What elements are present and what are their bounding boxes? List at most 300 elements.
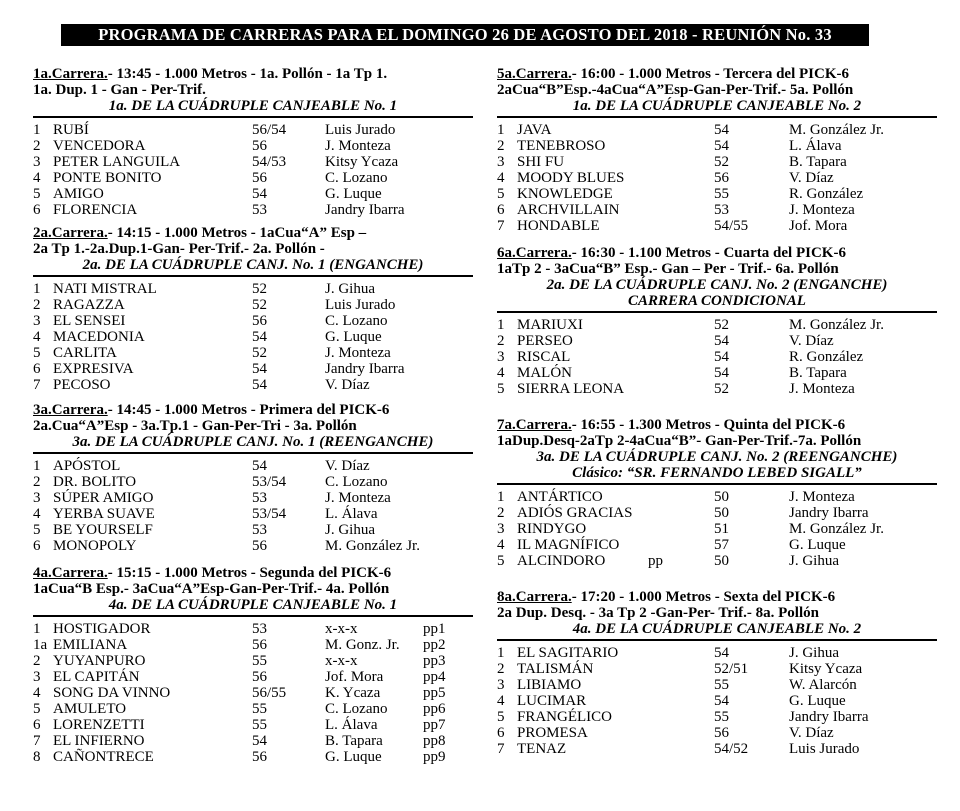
horse-name: MARIUXI [517, 316, 583, 333]
horse-name: RINDYGO [517, 520, 587, 537]
horse-number: 5 [497, 380, 505, 397]
horse-weight: 55 [252, 700, 267, 717]
horse-row [33, 281, 473, 297]
divider [497, 639, 937, 641]
horse-row [497, 505, 937, 521]
post-position: pp3 [423, 652, 446, 669]
jockey-name: J. Monteza [789, 488, 855, 505]
horse-name: FLORENCIA [53, 201, 138, 218]
race-block [497, 589, 937, 757]
race-info: - 16:30 - 1.100 Metros - Cuarta del PICK-6 [571, 245, 846, 261]
horse-row [33, 474, 473, 490]
jockey-name: R. González [789, 185, 864, 202]
horse-weight: 51 [714, 520, 729, 537]
horse-weight: 52 [252, 296, 267, 313]
horse-name: DR. BOLITO [53, 473, 137, 490]
horse-name: MOODY BLUES [517, 169, 625, 186]
horse-number: 5 [497, 552, 505, 569]
jockey-name: Kitsy Ycaza [789, 660, 863, 677]
race-subtitle: 3a. DE LA CUÁDRUPLE CANJ. No. 1 (REENGANCHE) [72, 434, 434, 450]
horse-row [497, 489, 937, 505]
horse-name: RUBÍ [53, 121, 89, 138]
jockey-name: Luis Jurado [325, 296, 396, 313]
horse-weight: 56/54 [252, 121, 287, 138]
horse-name: SONG DA VINNO [53, 684, 171, 701]
jockey-name: J. Gihua [325, 521, 375, 538]
horse-name: HONDABLE [517, 217, 600, 234]
jockey-name: J. Monteza [789, 201, 855, 218]
jockey-name: G. Luque [325, 185, 382, 202]
jockey-name: Jof. Mora [325, 668, 384, 685]
jockey-name: J. Monteza [325, 344, 391, 361]
horse-name: PROMESA [517, 724, 588, 741]
horse-name: YUYANPURO [53, 652, 146, 669]
horse-weight: 54 [252, 360, 267, 377]
jockey-name: C. Lozano [325, 473, 388, 490]
horse-name: ALCINDORO [517, 552, 606, 569]
jockey-name: J. Monteza [325, 137, 391, 154]
race-block [497, 66, 937, 234]
race-bets: 2a Tp 1.-2a.Dup.1-Gan- Per-Trif.- 2a. Pollón - [33, 241, 325, 257]
jockey-name: K. Ycaza [325, 684, 381, 701]
jockey-name: Jof. Mora [789, 217, 848, 234]
horse-name: SIERRA LEONA [517, 380, 625, 397]
horse-weight: 54/55 [714, 217, 749, 234]
jockey-name: V. Díaz [325, 457, 370, 474]
horse-number: 2 [497, 332, 505, 349]
race-bets: 2a Dup. Desq. - 3a Tp 2 -Gan-Per- Trif.- 8a. Pollón [497, 605, 819, 621]
horse-number: 6 [33, 537, 41, 554]
horse-weight: 53 [252, 489, 267, 506]
horse-name: LUCIMAR [517, 692, 587, 709]
jockey-name: Jandry Ibarra [325, 201, 405, 218]
jockey-name: J. Gihua [325, 280, 375, 297]
horse-row [33, 458, 473, 474]
jockey-name: C. Lozano [325, 700, 388, 717]
horse-number: 4 [497, 169, 505, 186]
race-number: 8a.Carrera. [497, 589, 572, 605]
post-position: pp4 [423, 668, 446, 685]
horse-row [497, 349, 937, 365]
jockey-name: V. Díaz [789, 724, 834, 741]
horse-number: 5 [497, 708, 505, 725]
horse-row [33, 297, 473, 313]
horse-weight: 56 [714, 169, 729, 186]
jockey-name: C. Lozano [325, 312, 388, 329]
horse-name: PONTE BONITO [53, 169, 162, 186]
horse-weight: 53 [714, 201, 729, 218]
horse-row [33, 377, 473, 393]
jockey-name: Kitsy Ycaza [325, 153, 399, 170]
horse-name: ADIÓS GRACIAS [517, 504, 633, 521]
horse-row [33, 669, 473, 685]
jockey-name: B. Tapara [789, 153, 847, 170]
horse-name: ANTÁRTICO [517, 488, 603, 505]
race-header [497, 66, 937, 82]
horse-row [33, 538, 473, 554]
race-header [33, 225, 473, 241]
horse-row [497, 709, 937, 725]
horse-row [33, 202, 473, 218]
horse-name: AMIGO [53, 185, 104, 202]
horse-name: EL INFIERNO [53, 732, 145, 749]
horse-number: 4 [497, 364, 505, 381]
horse-weight: 56 [252, 668, 267, 685]
horse-weight: 56/55 [252, 684, 287, 701]
horse-weight: 52 [714, 316, 729, 333]
horse-weight: 54/52 [714, 740, 749, 757]
horse-row [497, 553, 937, 569]
race-number: 3a.Carrera. [33, 402, 108, 418]
horse-weight: 56 [252, 537, 267, 554]
jockey-name: V. Díaz [789, 332, 834, 349]
horse-name: CARLITA [53, 344, 117, 361]
horse-name: EL CAPITÁN [53, 668, 140, 685]
horse-row [33, 621, 473, 637]
jockey-name: R. González [789, 348, 864, 365]
horse-number: 4 [497, 692, 505, 709]
horse-name: MALÓN [517, 364, 572, 381]
race-bets: 1aCua“B Esp.- 3aCua“A”Esp-Gan-Per-Trif.- 4a. Pollón [33, 581, 390, 597]
post-position: pp8 [423, 732, 446, 749]
horse-name: LIBIAMO [517, 676, 582, 693]
jockey-name: L. Álava [789, 137, 842, 154]
horse-name: RISCAL [517, 348, 571, 365]
horse-row [33, 506, 473, 522]
race-info: - 16:00 - 1.000 Metros - Tercera del PICK-6 [571, 66, 850, 82]
race-block [33, 225, 473, 393]
horse-number: 3 [33, 489, 41, 506]
jockey-name: Jandry Ibarra [325, 360, 405, 377]
horse-weight: 53 [252, 620, 267, 637]
horse-row [33, 186, 473, 202]
horse-name: JAVA [517, 121, 552, 138]
horse-weight: 56 [252, 312, 267, 329]
horse-weight: 50 [714, 552, 729, 569]
horse-number: 1 [497, 488, 505, 505]
horse-number: 2 [33, 137, 41, 154]
race-number: 2a.Carrera. [33, 225, 108, 241]
race-bets: 2a.Cua“A”Esp - 3a.Tp.1 - Gan-Per-Tri - 3a. Pollón [33, 418, 357, 434]
horse-row [497, 365, 937, 381]
horse-row [33, 749, 473, 765]
horse-weight: 53 [252, 201, 267, 218]
horse-name: MACEDONIA [53, 328, 145, 345]
jockey-name: J. Gihua [789, 552, 839, 569]
horse-name: KNOWLEDGE [517, 185, 613, 202]
race-info: - 14:15 - 1.000 Metros - 1aCua“A” Esp – [107, 225, 367, 241]
horse-row [497, 170, 937, 186]
jockey-name: x-x-x [325, 620, 358, 637]
horse-name: NATI MISTRAL [53, 280, 157, 297]
jockey-name: M. González Jr. [789, 121, 884, 138]
jockey-name: x-x-x [325, 652, 358, 669]
horse-name: TENAZ [517, 740, 567, 757]
horse-row [497, 661, 937, 677]
race-block [33, 402, 473, 554]
post-position: pp9 [423, 748, 446, 765]
horse-number: 1 [497, 121, 505, 138]
race-block [497, 245, 937, 397]
horse-row [497, 693, 937, 709]
race-info: - 15:15 - 1.000 Metros - Segunda del PICK-6 [107, 565, 392, 581]
horse-name: YERBA SUAVE [53, 505, 155, 522]
horse-number: 3 [497, 676, 505, 693]
jockey-name: J. Monteza [325, 489, 391, 506]
horse-number: 6 [33, 201, 41, 218]
horse-weight: 54 [714, 692, 729, 709]
horse-number: 5 [33, 185, 41, 202]
horse-weight: 54 [714, 137, 729, 154]
horse-row [33, 122, 473, 138]
post-position: pp6 [423, 700, 446, 717]
jockey-name: V. Díaz [325, 376, 370, 393]
horse-weight: 57 [714, 536, 729, 553]
race-info: - 16:55 - 1.300 Metros - Quinta del PICK-6 [571, 417, 846, 433]
race-number: 6a.Carrera. [497, 245, 572, 261]
jockey-name: C. Lozano [325, 169, 388, 186]
jockey-name: G. Luque [789, 692, 846, 709]
horse-row [497, 381, 937, 397]
horse-row [33, 733, 473, 749]
race-subtitle: Clásico: “SR. FERNANDO LEBED SIGALL” [572, 465, 862, 481]
horse-name: RAGAZZA [53, 296, 125, 313]
horse-weight: 55 [714, 676, 729, 693]
horse-row [33, 637, 473, 653]
horse-number: 3 [497, 520, 505, 537]
jockey-name: M. González Jr. [325, 537, 420, 554]
horse-row [33, 170, 473, 186]
horse-weight: 54 [252, 457, 267, 474]
race-info: - 17:20 - 1.000 Metros - Sexta del PICK-6 [571, 589, 836, 605]
horse-weight: 54 [252, 732, 267, 749]
horse-number: 3 [497, 348, 505, 365]
horse-row [497, 741, 937, 757]
race-bets: 1aDup.Desq-2aTp 2-4aCua“B”- Gan-Per-Trif.-7a. Pollón [497, 433, 862, 449]
horse-weight: 53/54 [252, 505, 287, 522]
horse-number: 3 [497, 153, 505, 170]
horse-name: EL SENSEI [53, 312, 126, 329]
divider [33, 615, 473, 617]
horse-weight: 50 [714, 504, 729, 521]
horse-weight: 54 [252, 185, 267, 202]
horse-name: TALISMÁN [517, 660, 594, 677]
horse-number: 3 [33, 153, 41, 170]
jockey-name: L. Álava [325, 716, 378, 733]
horse-number: 1 [33, 620, 41, 637]
horse-row [497, 218, 937, 234]
horse-weight: 56 [252, 748, 267, 765]
jockey-name: B. Tapara [325, 732, 383, 749]
race-subtitle: 1a. DE LA CUÁDRUPLE CANJEABLE No. 1 [108, 98, 398, 114]
horse-number: 1 [33, 280, 41, 297]
divider [33, 452, 473, 454]
horse-weight: 53/54 [252, 473, 287, 490]
race-info: - 14:45 - 1.000 Metros - Primera del PICK-6 [107, 402, 390, 418]
horse-number: 4 [33, 684, 41, 701]
horse-row [33, 653, 473, 669]
race-bets: 1aTp 2 - 3aCua“B” Esp.- Gan – Per - Trif.- 6a. Pollón [497, 261, 839, 277]
race-number: 1a.Carrera. [33, 66, 108, 82]
divider [497, 483, 937, 485]
jockey-name: G. Luque [325, 328, 382, 345]
horse-row [33, 154, 473, 170]
horse-name: AMULETO [53, 700, 127, 717]
horse-number: 5 [33, 344, 41, 361]
horse-weight: 52 [252, 344, 267, 361]
horse-weight: 54 [714, 332, 729, 349]
race-block [33, 565, 473, 765]
horse-row [33, 329, 473, 345]
horse-name: FRANGÉLICO [517, 708, 613, 725]
race-subtitle: 4a. DE LA CUÁDRUPLE CANJEABLE No. 2 [572, 621, 862, 637]
horse-weight: 53 [252, 521, 267, 538]
horse-name: SÚPER AMIGO [53, 489, 154, 506]
horse-row [497, 645, 937, 661]
horse-weight: 52 [252, 280, 267, 297]
horse-number: 5 [33, 521, 41, 538]
horse-number: 1 [497, 644, 505, 661]
horse-row [33, 717, 473, 733]
jockey-name: M. González Jr. [789, 316, 884, 333]
horse-weight: 54 [714, 348, 729, 365]
post-position: pp2 [423, 636, 446, 653]
horse-name: PECOSO [53, 376, 111, 393]
horse-number: 2 [33, 296, 41, 313]
horse-row [497, 138, 937, 154]
horse-row [497, 537, 937, 553]
post-position: pp [648, 552, 663, 569]
race-header [33, 565, 473, 581]
jockey-name: Luis Jurado [789, 740, 860, 757]
horse-number: 3 [33, 668, 41, 685]
horse-number: 6 [497, 201, 505, 218]
horse-name: HOSTIGADOR [53, 620, 151, 637]
jockey-name: M. Gonz. Jr. [325, 636, 400, 653]
horse-weight: 54 [714, 364, 729, 381]
race-subtitle: CARRERA CONDICIONAL [628, 293, 806, 309]
horse-name: SHI FU [517, 153, 565, 170]
race-subtitle: 2a. DE LA CUÁDRUPLE CANJ. No. 1 (ENGANCHE) [82, 257, 424, 273]
horse-row [33, 361, 473, 377]
horse-number: 2 [497, 137, 505, 154]
horse-name: VENCEDORA [53, 137, 146, 154]
horse-number: 2 [33, 652, 41, 669]
jockey-name: Luis Jurado [325, 121, 396, 138]
horse-weight: 56 [714, 724, 729, 741]
divider [33, 116, 473, 118]
horse-number: 1a [33, 636, 48, 653]
horse-number: 4 [33, 505, 41, 522]
horse-number: 6 [33, 360, 41, 377]
horse-number: 6 [497, 724, 505, 741]
horse-row [33, 701, 473, 717]
horse-row [33, 490, 473, 506]
horse-row [33, 522, 473, 538]
horse-weight: 54 [714, 121, 729, 138]
divider [497, 116, 937, 118]
horse-name: EL SAGITARIO [517, 644, 619, 661]
race-subtitle: 2a. DE LA CUÁDRUPLE CANJ. No. 2 (ENGANCHE) [546, 277, 888, 293]
race-block [33, 66, 473, 218]
race-subtitle: 3a. DE LA CUÁDRUPLE CANJ. No. 2 (REENGANCHE) [536, 449, 898, 465]
race-info: - 13:45 - 1.000 Metros - 1a. Pollón - 1a Tp 1. [107, 66, 388, 82]
horse-number: 4 [33, 328, 41, 345]
horse-weight: 54 [252, 328, 267, 345]
horse-weight: 54/53 [252, 153, 287, 170]
jockey-name: Jandry Ibarra [789, 708, 869, 725]
race-header [497, 245, 937, 261]
horse-number: 5 [33, 700, 41, 717]
divider [33, 275, 473, 277]
horse-number: 7 [497, 740, 505, 757]
jockey-name: J. Monteza [789, 380, 855, 397]
horse-weight: 52 [714, 380, 729, 397]
horse-number: 6 [33, 716, 41, 733]
race-header [33, 402, 473, 418]
horse-name: ARCHVILLAIN [517, 201, 620, 218]
race-block [497, 417, 937, 569]
horse-number: 7 [497, 217, 505, 234]
jockey-name: B. Tapara [789, 364, 847, 381]
jockey-name: M. González Jr. [789, 520, 884, 537]
horse-number: 4 [33, 169, 41, 186]
horse-name: PERSEO [517, 332, 573, 349]
horse-row [497, 154, 937, 170]
horse-number: 2 [497, 660, 505, 677]
horse-weight: 55 [714, 185, 729, 202]
horse-weight: 56 [252, 636, 267, 653]
race-bets: 1a. Dup. 1 - Gan - Per-Trif. [33, 82, 206, 98]
horse-number: 7 [33, 732, 41, 749]
jockey-name: G. Luque [789, 536, 846, 553]
horse-number: 7 [33, 376, 41, 393]
horse-name: IL MAGNÍFICO [517, 536, 620, 553]
horse-number: 4 [497, 536, 505, 553]
horse-number: 1 [33, 121, 41, 138]
horse-number: 1 [497, 316, 505, 333]
horse-row [33, 138, 473, 154]
horse-name: BE YOURSELF [53, 521, 153, 538]
horse-number: 5 [497, 185, 505, 202]
horse-number: 8 [33, 748, 41, 765]
horse-weight: 54 [252, 376, 267, 393]
horse-name: LORENZETTI [53, 716, 145, 733]
horse-row [497, 186, 937, 202]
post-position: pp5 [423, 684, 446, 701]
race-number: 5a.Carrera. [497, 66, 572, 82]
jockey-name: G. Luque [325, 748, 382, 765]
horse-row [497, 317, 937, 333]
program-banner: PROGRAMA DE CARRERAS PARA EL DOMINGO 26 DE AGOSTO DEL 2018 - REUNIÓN No. 33 [61, 24, 869, 46]
jockey-name: W. Alarcón [789, 676, 857, 693]
jockey-name: J. Gihua [789, 644, 839, 661]
horse-row [497, 521, 937, 537]
race-number: 4a.Carrera. [33, 565, 108, 581]
race-number: 7a.Carrera. [497, 417, 572, 433]
race-subtitle: 4a. DE LA CUÁDRUPLE CANJEABLE No. 1 [108, 597, 398, 613]
post-position: pp1 [423, 620, 446, 637]
horse-number: 3 [33, 312, 41, 329]
horse-weight: 52/51 [714, 660, 749, 677]
horse-number: 2 [33, 473, 41, 490]
horse-weight: 56 [252, 169, 267, 186]
horse-name: CAÑONTRECE [53, 748, 154, 765]
horse-row [33, 685, 473, 701]
horse-weight: 50 [714, 488, 729, 505]
horse-weight: 52 [714, 153, 729, 170]
race-bets: 2aCua“B”Esp.-4aCua“A”Esp-Gan-Per-Trif.- 5a. Pollón [497, 82, 854, 98]
